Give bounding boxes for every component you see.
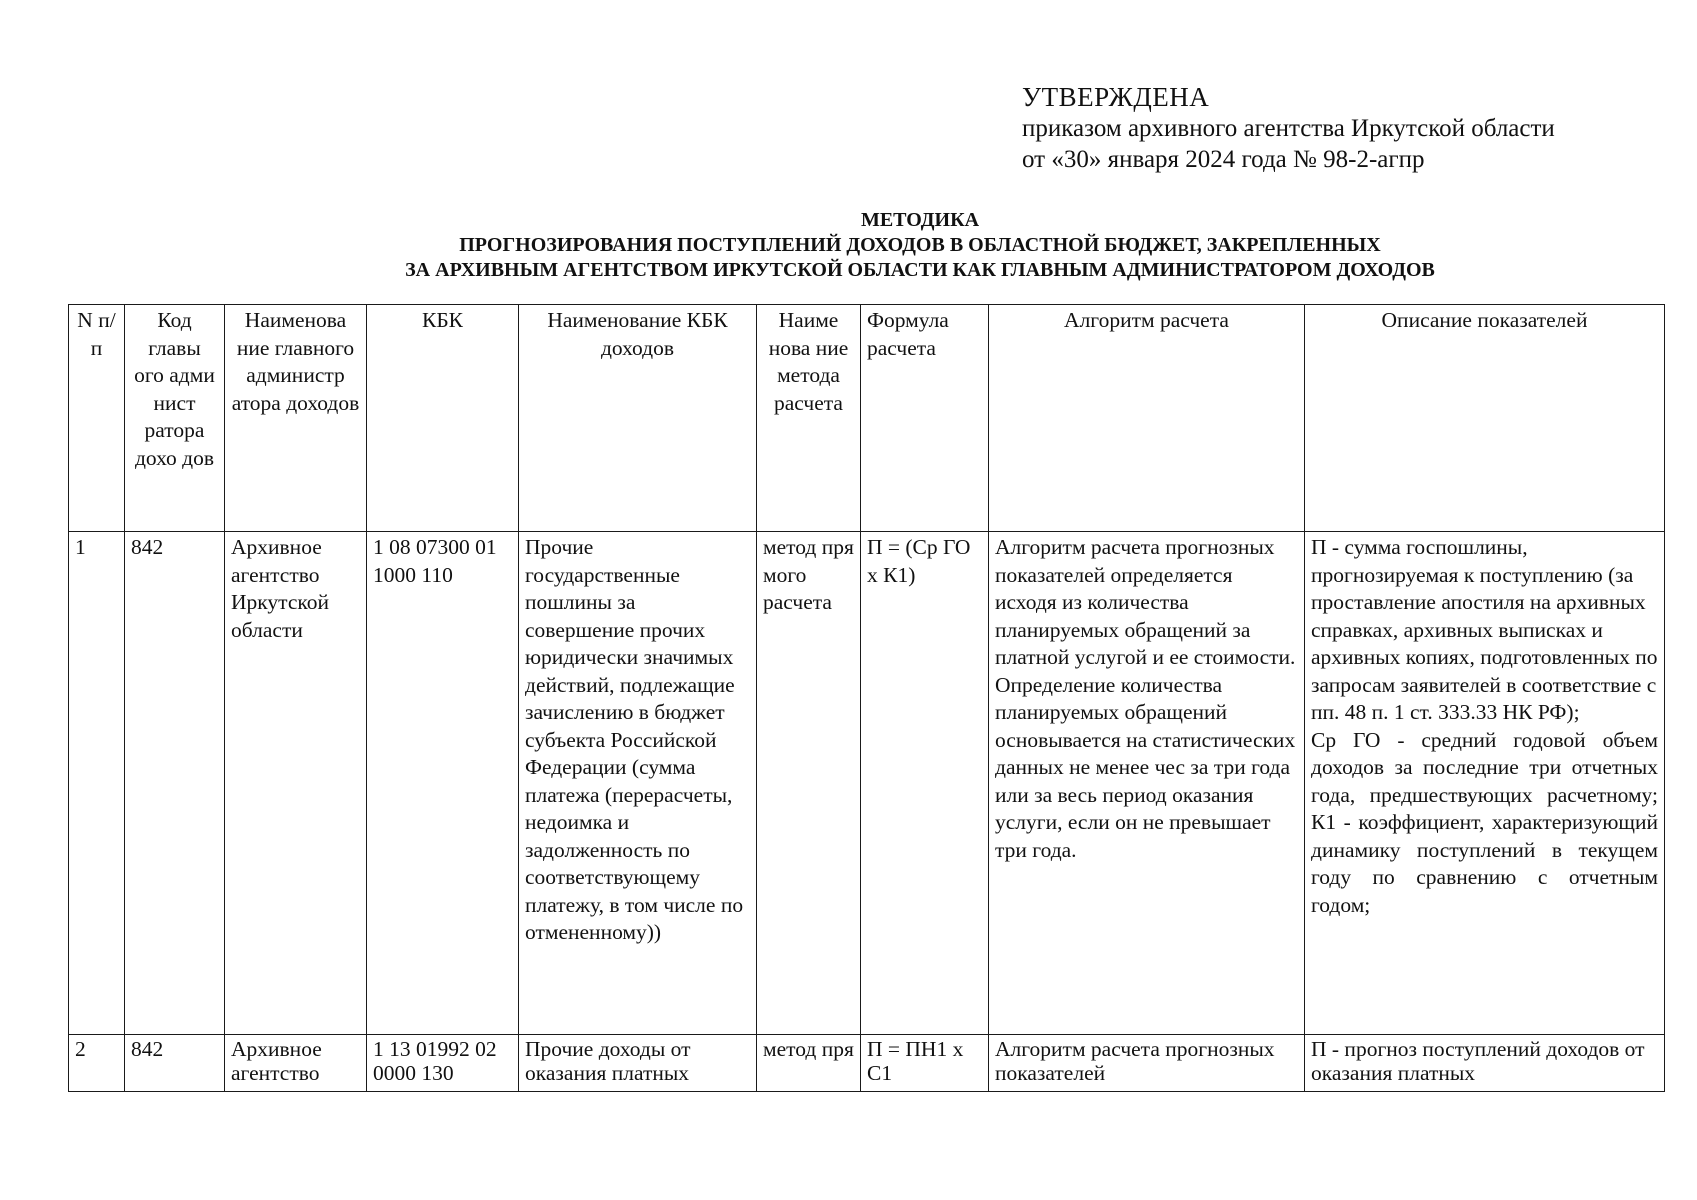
document-title bbox=[0, 208, 1697, 283]
row-number: 2 bbox=[69, 1035, 125, 1092]
approval-line-2: от «30» января 2024 года № 98-2-агпр bbox=[1022, 146, 1425, 173]
approval-heading: УТВЕРЖДЕНА bbox=[1022, 82, 1210, 112]
method-name: метод пря bbox=[757, 1035, 861, 1092]
indicator-description bbox=[1305, 532, 1665, 1035]
algorithm: Алгоритм расчета прогнозных показателей определяется исходя из количества планируемых обращений за платной услугой и ее стоимости. Определение количества планируемых обращений основывается на статистических данных не менее чес за три года или за весь период оказания услуги, если он не превышает три года. bbox=[989, 532, 1305, 1035]
row-number: 1 bbox=[69, 532, 125, 1035]
table-row bbox=[69, 532, 1665, 1035]
header-cell: N п/п bbox=[69, 305, 125, 532]
description-part-1: П - сумма госпошлины, прогнозируемая к поступлению (за проставление апостиля на архивных справках, архивных выписках и архивных копиях, подготовленных по запросам заявителей в соответствие с пп. 48 п. 1 ст. 333.33 НК РФ); bbox=[1311, 535, 1658, 724]
header-cell: Алгоритм расчета bbox=[989, 305, 1305, 532]
admin-code: 842 bbox=[125, 1035, 225, 1092]
kbk-code: 1 08 07300 01 1000 110 bbox=[367, 532, 519, 1035]
title-line-3: ЗА АРХИВНЫМ АГЕНТСТВОМ ИРКУТСКОЙ ОБЛАСТИ КАК ГЛАВНЫМ АДМИНИСТРАТОРОМ ДОХОДОВ bbox=[405, 259, 1435, 281]
admin-code: 842 bbox=[125, 532, 225, 1035]
title-line-1: МЕТОДИКА bbox=[860, 209, 980, 231]
approval-block bbox=[1022, 82, 1662, 175]
admin-name: Архивное агентство bbox=[225, 1035, 367, 1092]
kbk-code: 1 13 01992 02 0000 130 bbox=[367, 1035, 519, 1092]
method-name: метод пря мого расчета bbox=[757, 532, 861, 1035]
header-cell: Код главы ого адми нист ратора дохо дов bbox=[125, 305, 225, 532]
formula: П = ПН1 х С1 bbox=[861, 1035, 989, 1092]
kbk-name: Прочие государственные пошлины за совершение прочих юридически значимых действий, подлежащие зачислению в бюджет субъекта Российской Федерации (сумма платежа (перерасчеты, недоимка и задолженность по соответствующему платежу, в том числе по отмененному)) bbox=[519, 532, 757, 1035]
admin-name: Архивное агентство Иркутской области bbox=[225, 532, 367, 1035]
header-cell: Наиме нова ние метода расчета bbox=[757, 305, 861, 532]
description-part-2: Ср ГО - средний годовой объем доходов за последние три отчетных года, предшествующих расчетному; К1 - коэффициент, характеризующий динамику поступлений в текущем году по сравнению с отчетным годом; bbox=[1311, 727, 1658, 917]
formula: П = (Ср ГО х К1) bbox=[861, 532, 989, 1035]
table-header-row bbox=[69, 305, 1665, 532]
title-line-2: ПРОГНОЗИРОВАНИЯ ПОСТУПЛЕНИЙ ДОХОДОВ В ОБЛАСТНОЙ БЮДЖЕТ, ЗАКРЕПЛЕННЫХ bbox=[459, 234, 1381, 256]
header-cell: Наименование КБК доходов bbox=[519, 305, 757, 532]
header-cell: Описание показателей bbox=[1305, 305, 1665, 532]
header-cell: КБК bbox=[367, 305, 519, 532]
approval-line-1: приказом архивного агентства Иркутской области bbox=[1022, 115, 1555, 142]
table-row bbox=[69, 1035, 1665, 1092]
algorithm: Алгоритм расчета прогнозных показателей bbox=[989, 1035, 1305, 1092]
kbk-name: Прочие доходы от оказания платных bbox=[519, 1035, 757, 1092]
header-cell: Наименова ние главного администр атора доходов bbox=[225, 305, 367, 532]
methodology-table bbox=[68, 304, 1665, 1092]
indicator-description: П - прогноз поступлений доходов от оказания платных bbox=[1305, 1035, 1665, 1092]
header-cell: Формула расчета bbox=[861, 305, 989, 532]
